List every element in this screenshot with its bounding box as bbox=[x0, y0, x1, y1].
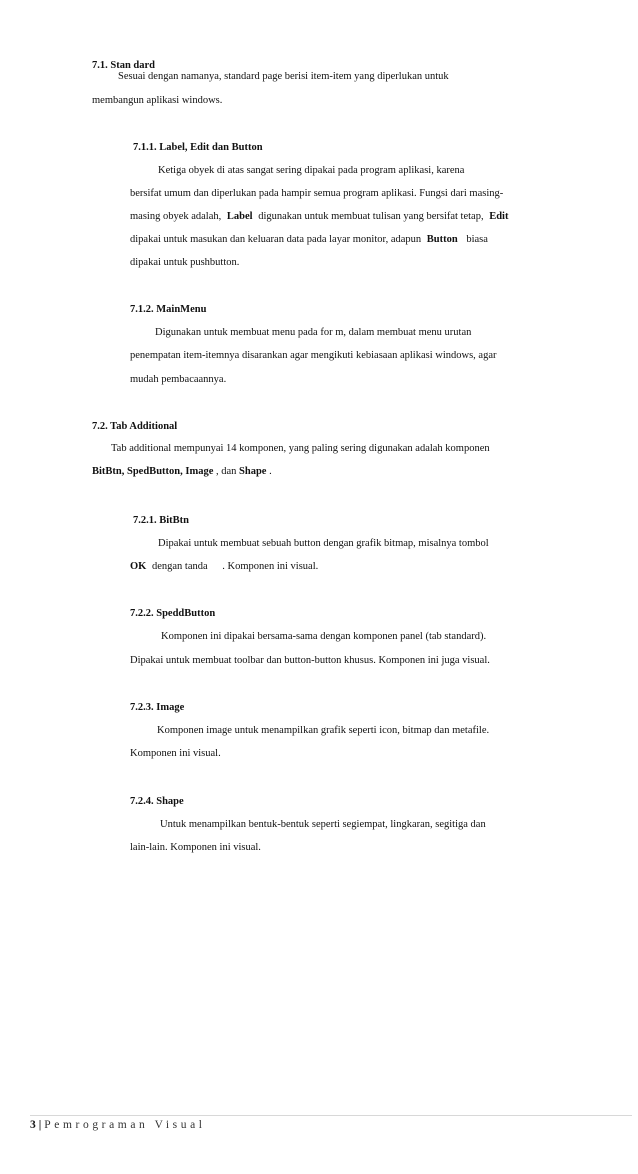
page-number: 3 bbox=[30, 1119, 36, 1131]
section-7-1-line-2: membangun aplikasi windows. bbox=[92, 95, 223, 106]
section-7-1-1-line-2: bersifat umum dan diperlukan pada hampir semua program aplikasi. Fungsi dari masing- bbox=[130, 188, 504, 199]
section-7-2-1-line-1: Dipakai untuk membuat sebuah button dengan grafik bitmap, misalnya tombol bbox=[158, 538, 489, 549]
section-7-2-3-line-1: Komponen image untuk menampilkan grafik seperti icon, bitmap dan metafile. bbox=[157, 725, 490, 736]
footer-title: Pemrograman Visual bbox=[44, 1119, 206, 1131]
ok-keyword: OK bbox=[130, 561, 147, 572]
section-7-2-4-line-2: lain-lain. Komponen ini visual. bbox=[130, 842, 261, 853]
line-2-text-c: . Komponen ini visual. bbox=[222, 561, 319, 572]
section-7-1-1-line-3 bbox=[130, 210, 508, 224]
label-keyword: Label bbox=[226, 211, 253, 222]
footer-separator: | bbox=[38, 1119, 42, 1131]
section-7-2-line-1: Tab additional mempunyai 14 komponen, yang paling sering digunakan adalah komponen bbox=[111, 443, 490, 454]
line-4-text-a: dipakai untuk masukan dan keluaran data pada layar monitor, adapun bbox=[130, 234, 422, 245]
section-7-1-1-line-5: dipakai untuk pushbutton. bbox=[130, 257, 240, 268]
edit-keyword: Edit bbox=[489, 211, 509, 222]
section-7-1-line-1: Sesuai dengan namanya, standard page berisi item-item yang diperlukan untuk bbox=[118, 71, 449, 82]
section-7-2-line-2 bbox=[92, 465, 272, 479]
section-7-2-2-heading: 7.2.2. SpeddButton bbox=[130, 608, 216, 619]
section-7-1-2-line-3: mudah pembacaannya. bbox=[130, 374, 227, 385]
line-2-and: , dan bbox=[213, 466, 240, 477]
section-7-2-3-line-2: Komponen ini visual. bbox=[130, 748, 221, 759]
line-2-text-b: dengan tanda bbox=[151, 561, 208, 572]
line-3-text-a: masing obyek adalah, bbox=[130, 211, 222, 222]
line-2-end: . bbox=[266, 466, 272, 477]
section-7-2-1-line-2 bbox=[130, 560, 318, 574]
section-7-2-3-heading: 7.2.3. Image bbox=[130, 702, 185, 713]
page-footer bbox=[30, 1117, 206, 1133]
button-keyword: Button bbox=[426, 234, 458, 245]
section-7-1-1-heading: 7.1.1. Label, Edit dan Button bbox=[133, 142, 263, 153]
shape-keyword: Shape bbox=[239, 466, 267, 477]
section-7-2-4-line-1: Untuk menampilkan bentuk-bentuk seperti segiempat, lingkaran, segitiga dan bbox=[160, 819, 486, 830]
section-7-1-1-line-4 bbox=[130, 233, 488, 247]
line-4-text-c: biasa bbox=[466, 234, 488, 245]
section-7-2-4-heading: 7.2.4. Shape bbox=[130, 796, 184, 807]
section-7-1-1-line-1: Ketiga obyek di atas sangat sering dipakai pada program aplikasi, karena bbox=[158, 165, 465, 176]
section-7-1-2-line-2: penempatan item-itemnya disarankan agar mengikuti kebiasaan aplikasi windows, agar bbox=[130, 350, 497, 361]
section-7-1-2-line-1: Digunakan untuk membuat menu pada for m, dalam membuat menu urutan bbox=[155, 327, 472, 338]
line-3-text-c: digunakan untuk membuat tulisan yang bersifat tetap, bbox=[258, 211, 484, 222]
section-7-1-2-heading: 7.1.2. MainMenu bbox=[130, 304, 207, 315]
section-7-2-1-heading: 7.2.1. BitBtn bbox=[133, 515, 190, 526]
footer-divider bbox=[30, 1115, 632, 1116]
section-7-1-heading: 7.1. Stan dard bbox=[92, 60, 156, 71]
section-7-2-2-line-1: Komponen ini dipakai bersama-sama dengan komponen panel (tab standard). bbox=[161, 631, 487, 642]
components-keywords: BitBtn, SpedButton, Image bbox=[92, 466, 214, 477]
section-7-2-heading: 7.2. Tab Additional bbox=[92, 421, 178, 432]
section-7-2-2-line-2: Dipakai untuk membuat toolbar dan button-button khusus. Komponen ini juga visual. bbox=[130, 655, 490, 666]
